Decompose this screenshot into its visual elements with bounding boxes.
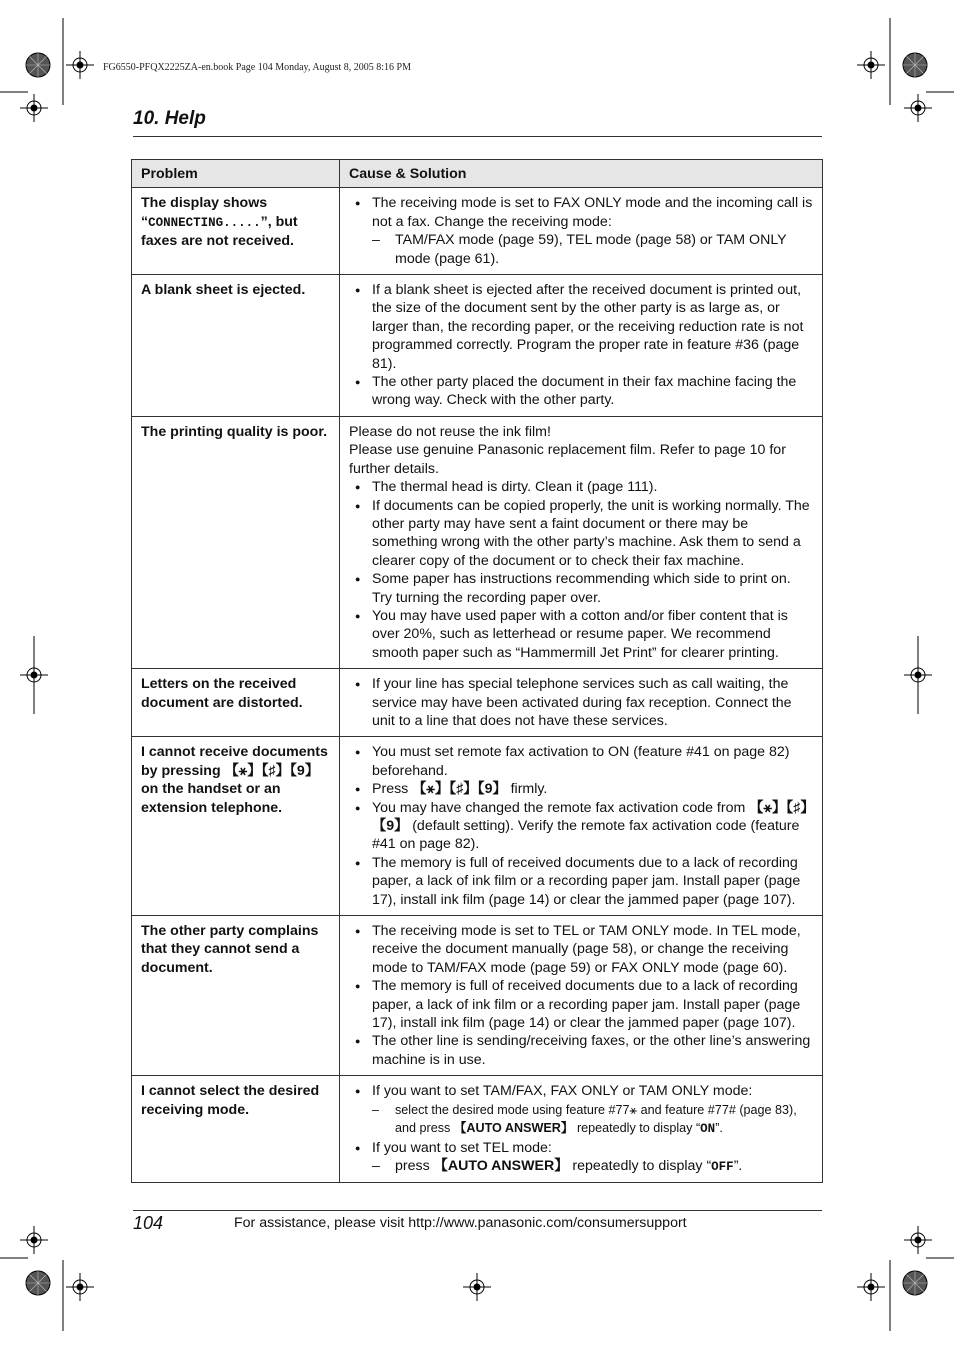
solution-bullet xyxy=(349,780,813,798)
solution-bullet: ● The other party placed the document in their fax machine facing the wrong way. Check with the other party. xyxy=(349,373,813,410)
display-code: ON xyxy=(700,1122,716,1137)
solution-bullet: ● If documents can be copied properly, the unit is working normally. The other party may have sent a faint document or there may be something wrong with the other party’s machine. Ask them to send a clearer copy of the document or to check their fax machine. xyxy=(349,497,813,571)
key-label: 【AUTO ANSWER】 xyxy=(433,1157,569,1174)
key-label: 【AUTO ANSWER】 xyxy=(453,1121,574,1136)
solution-cell xyxy=(340,275,823,417)
problem-text: I cannot receive documents by pressing xyxy=(141,744,328,779)
solution-cell xyxy=(340,737,823,916)
solution-bullet xyxy=(349,1082,813,1138)
solution-bullet xyxy=(349,194,813,268)
bullet-text: If you want to set TAM/FAX, FAX ONLY or TAM ONLY mode: xyxy=(372,1083,753,1100)
column-header-solution: Cause & Solution xyxy=(340,160,823,188)
solution-bullet: ● The memory is full of received documents due to a lack of recording paper, a lack of ink film or a recording paper jam. Install paper (page 17), install ink film (page 14) or clear the jammed paper (page 107). xyxy=(349,854,813,909)
solution-subitem xyxy=(372,1157,813,1176)
key-sequence: 【⚹】【♯】【9】 xyxy=(224,762,320,779)
book-file-header: FG6550-PFQX2225ZA-en.book Page 104 Monday, August 8, 2005 8:16 PM xyxy=(103,62,411,73)
solution-bullet: ● The thermal head is dirty. Clean it (page 111). xyxy=(349,478,813,496)
solution-cell xyxy=(340,416,823,668)
problem-cell xyxy=(132,188,340,275)
solution-bullet: ● If a blank sheet is ejected after the received document is printed out, the size of the document sent by the other party is as large as, or larger than, the recording paper, or the receiving reduction rate is not programmed correctly. Program the proper rate in feature #36 (page 81). xyxy=(349,281,813,373)
solution-intro: Please do not reuse the ink film! Please use genuine Panasonic replacement film. Refer to page 10 for further details. xyxy=(349,423,786,477)
section-title: 10. Help xyxy=(133,108,206,129)
table-row xyxy=(132,916,823,1076)
solution-subitem: – TAM/FAX mode (page 59), TEL mode (page 58) or TAM ONLY mode (page 61). xyxy=(372,231,813,268)
solution-bullet: ● The other line is sending/receiving faxes, or the other line’s answering machine is in use. xyxy=(349,1032,813,1069)
solution-bullet: ● Some paper has instructions recommending which side to print on. Try turning the recording paper over. xyxy=(349,570,813,607)
troubleshooting-table xyxy=(131,159,823,1183)
subitem-text: press xyxy=(395,1157,434,1174)
problem-cell: Letters on the received document are distorted. xyxy=(132,669,340,737)
column-header-problem: Problem xyxy=(132,160,340,188)
solution-bullet: ● The memory is full of received documents due to a lack of recording paper, a lack of ink film or a recording paper jam. Install paper (page 17), install ink film (page 14) or clear the jammed paper (page 107). xyxy=(349,977,813,1032)
subitem-text: repeatedly to display “ xyxy=(573,1121,701,1136)
problem-cell: The printing quality is poor. xyxy=(132,416,340,668)
footer-rule xyxy=(133,1210,822,1211)
bullet-text: (default setting). Verify the remote fax activation code (feature #41 on page 82). xyxy=(372,818,800,853)
solution-bullet: ● The receiving mode is set to TEL or TAM ONLY mode. In TEL mode, receive the document manually (page 58), or change the receiving mode to TAM/FAX mode (page 59) or FAX ONLY mode (page 60). xyxy=(349,922,813,977)
assistance-text: For assistance, please visit http://www.panasonic.com/consumersupport xyxy=(234,1215,687,1231)
page-number: 104 xyxy=(133,1213,164,1233)
bullet-text: You may have changed the remote fax activation code from xyxy=(372,799,750,816)
key-sequence: 【⚹】【♯】【9】 xyxy=(412,781,507,798)
solution-cell xyxy=(340,669,823,737)
subitem-text: ”. xyxy=(715,1121,723,1136)
subitem-text: select the desired mode using feature #77⚹ and feature #77# (page 83), and press xyxy=(395,1102,797,1136)
subitem-text: repeatedly to display “ xyxy=(568,1157,712,1174)
table-row xyxy=(132,416,823,668)
problem-cell xyxy=(132,737,340,916)
solution-bullet xyxy=(349,799,813,854)
problem-text: on the handset or an extension telephone. xyxy=(141,781,283,816)
bullet-text: If you want to set TEL mode: xyxy=(372,1139,552,1156)
display-code: CONNECTING..... xyxy=(148,215,261,230)
solution-subitem xyxy=(372,1101,813,1139)
solution-cell xyxy=(340,916,823,1076)
solution-bullet: ● You must set remote fax activation to ON (feature #41 on page 82) beforehand. xyxy=(349,743,813,780)
problem-cell: I cannot select the desired receiving mode. xyxy=(132,1076,340,1183)
table-row xyxy=(132,275,823,417)
table-row xyxy=(132,188,823,275)
table-row xyxy=(132,1076,823,1183)
problem-cell: A blank sheet is ejected. xyxy=(132,275,340,417)
solution-bullet: ● If your line has special telephone services such as call waiting, the service may have been activated during fax reception. Connect the unit to a line that does not have these services. xyxy=(349,675,813,730)
display-code: OFF xyxy=(711,1159,734,1174)
key-sequence: 【⚹】【♯】【9】 xyxy=(372,799,808,834)
problem-text: ”, but faxes are not received. xyxy=(141,213,298,250)
bullet-text: The receiving mode is set to FAX ONLY mode and the incoming call is not a fax. Change the receiving mode: xyxy=(372,195,813,230)
solution-cell xyxy=(340,1076,823,1183)
table-row xyxy=(132,669,823,737)
table-row xyxy=(132,737,823,916)
bullet-text: Press xyxy=(372,781,413,798)
problem-cell: The other party complains that they cannot send a document. xyxy=(132,916,340,1076)
solution-cell xyxy=(340,188,823,275)
problem-text: The display shows “ xyxy=(141,195,268,230)
header-rule xyxy=(133,136,822,137)
table-header-row xyxy=(132,160,823,188)
bullet-text: firmly. xyxy=(506,781,548,798)
solution-bullet xyxy=(349,1139,813,1177)
subitem-text: ”. xyxy=(733,1157,743,1174)
solution-bullet: ● You may have used paper with a cotton and/or fiber content that is over 20%, such as letterhead or resume paper. We recommend smooth paper such as “Hammermill Jet Print” for clearer printing. xyxy=(349,607,813,662)
